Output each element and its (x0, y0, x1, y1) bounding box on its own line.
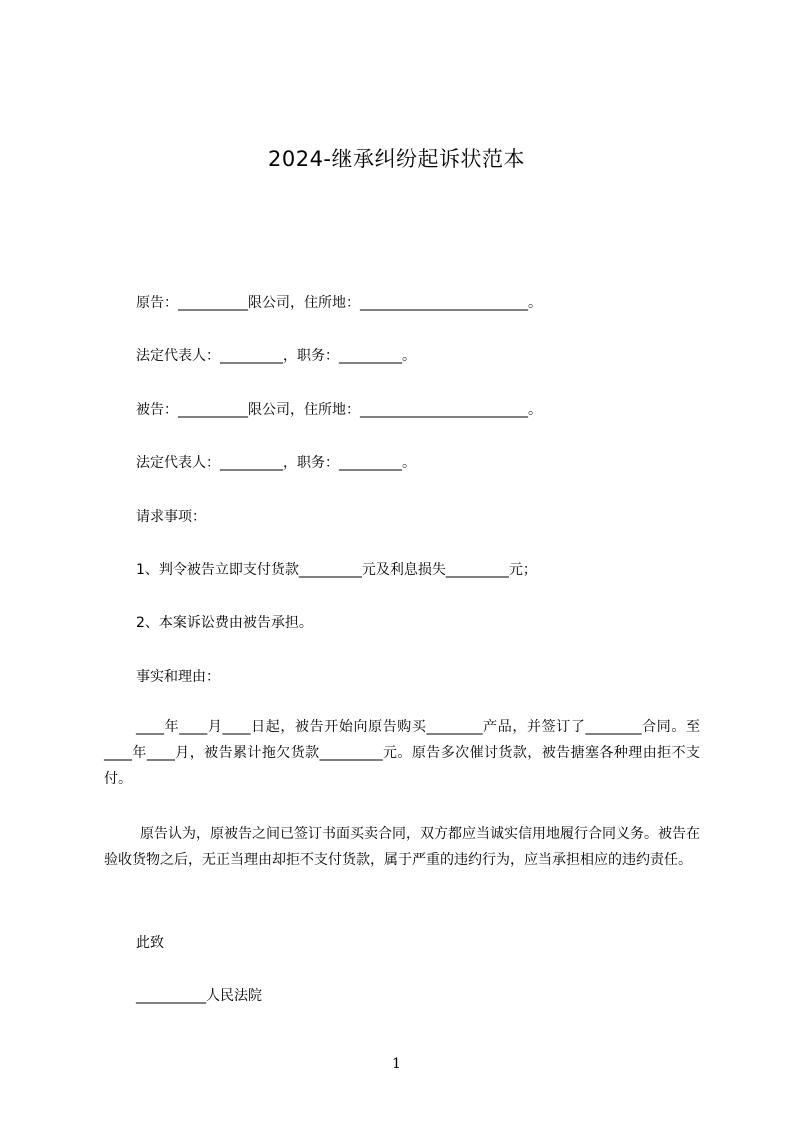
court-line: __________人民法院 (136, 988, 262, 1004)
claims-heading: 请求事项： (136, 509, 206, 525)
closing-salutation: 此致 (136, 935, 164, 951)
facts-paragraph-1-text: ____年____月____日起，被告开始向原告购买________产品，并签订了________合同。至____年____月，被告累计拖欠货款_________元。原告多次催讨货款，被告搪塞各种理由拒不支付。 (104, 719, 700, 787)
plaintiff-representative-line: 法定代表人：_________，职务：_________。 (136, 348, 416, 364)
document-title: 2024-继承纠纷起诉状范本 (267, 147, 526, 171)
claim-item-2: 2、本案诉讼费由被告承担。 (136, 615, 313, 631)
defendant-line: 被告：__________限公司，住所地：________________________。 (136, 402, 542, 418)
plaintiff-line: 原告：__________限公司，住所地：________________________。 (136, 295, 542, 311)
facts-paragraph-2-text: 原告认为，原被告之间已签订书面买卖合同，双方都应当诚实信用地履行合同义务。被告在验收货物之后，无正当理由却拒不支付货款，属于严重的违约行为，应当承担相应的违约责任。 (104, 826, 700, 868)
defendant-representative-line: 法定代表人：_________，职务：_________。 (136, 455, 416, 471)
facts-heading: 事实和理由： (136, 669, 220, 685)
page-number: 1 (392, 1056, 401, 1072)
facts-paragraph-1 (104, 714, 700, 792)
facts-paragraph-2 (104, 821, 700, 873)
claim-item-1: 1、判令被告立即支付货款_________元及利息损失_________元； (136, 562, 537, 578)
